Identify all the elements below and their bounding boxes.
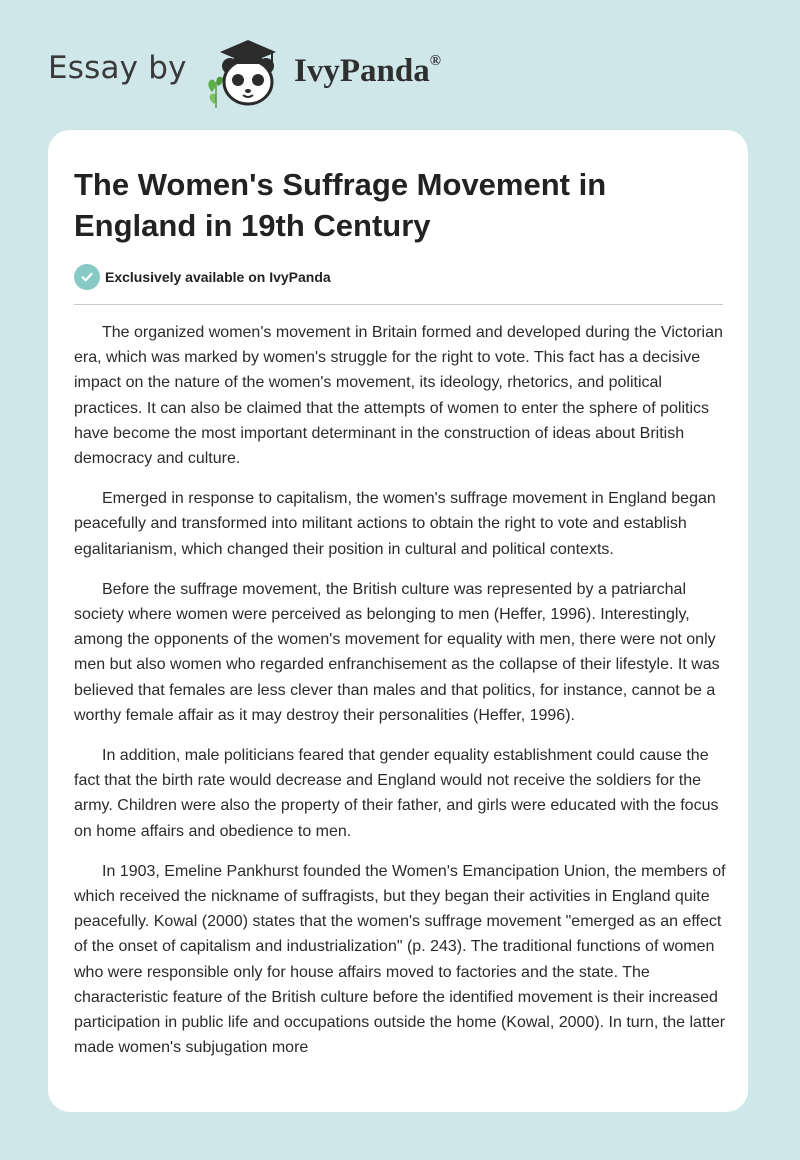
check-circle-icon bbox=[74, 264, 100, 290]
brand-name bbox=[294, 53, 441, 90]
paragraph: Emerged in response to capitalism, the women's suffrage movement in England began peacefully and transformed into militant actions to obtain the right to vote and establish egalitarianism, which changed their position in cultural and political contexts. bbox=[74, 490, 716, 558]
essay-card bbox=[48, 130, 748, 1112]
title-divider bbox=[74, 304, 723, 305]
brand-text: IvyPanda bbox=[294, 53, 430, 89]
exclusive-badge-label: Exclusively available on IvyPanda bbox=[105, 269, 331, 285]
paragraph: Before the suffrage movement, the British culture was represented by a patriarchal society where women were perceived as belonging to men (Heffer, 1996). Interestingly, among the opponents of the women's movement for equality with men, there were not only men but also women who regarded enfranchisement as the collapse of their lifestyle. It was believed that females are less clever than males and that politics, for instance, cannot be a worthy female affair as it may destroy their personalities (Heffer, 1996). bbox=[74, 580, 720, 724]
paragraph: In addition, male politicians feared that gender equality establishment could cause the fact that the birth rate would decrease and England would not receive the soldiers for the army. Children were also the property of their father, and girls were educated with the focus on home affairs and obedience to men. bbox=[74, 747, 719, 840]
exclusive-badge bbox=[74, 264, 331, 290]
essay-title: The Women's Suffrage Movement in England in 19th Century bbox=[74, 167, 607, 243]
essay-body bbox=[74, 320, 726, 1075]
essay-by-label: Essay by bbox=[48, 50, 187, 86]
paragraph: The organized women's movement in Britain formed and developed during the Victorian era, which was marked by women's struggle for the right to vote. This fact has a decisive impact on the nature of the women's movement, its ideology, rhetorics, and political practices. It can also be claimed that the attempts of women to enter the sphere of politics have become the most important determinant in the construction of ideas about British democracy and culture. bbox=[74, 324, 723, 468]
registered-mark: ® bbox=[429, 53, 441, 69]
paragraph: In 1903, Emeline Pankhurst founded the Women's Emancipation Union, the members of which received the nickname of suffragists, but they began their activities in England quite peacefully. Kowal (2000) states that the women's suffrage movement "emerged as an effect of the onset of capitalism and industrialization" (p. 243). The traditional functions of women who were responsible only for house affairs moved to factories and the state. The characteristic feature of the British culture before the identified movement is their increased participation in public life and occupations outside the home (Kowal, 2000). In turn, the latter made women's subjugation more bbox=[74, 862, 726, 1057]
site-header bbox=[0, 0, 800, 130]
ivypanda-logo-icon bbox=[198, 34, 290, 110]
